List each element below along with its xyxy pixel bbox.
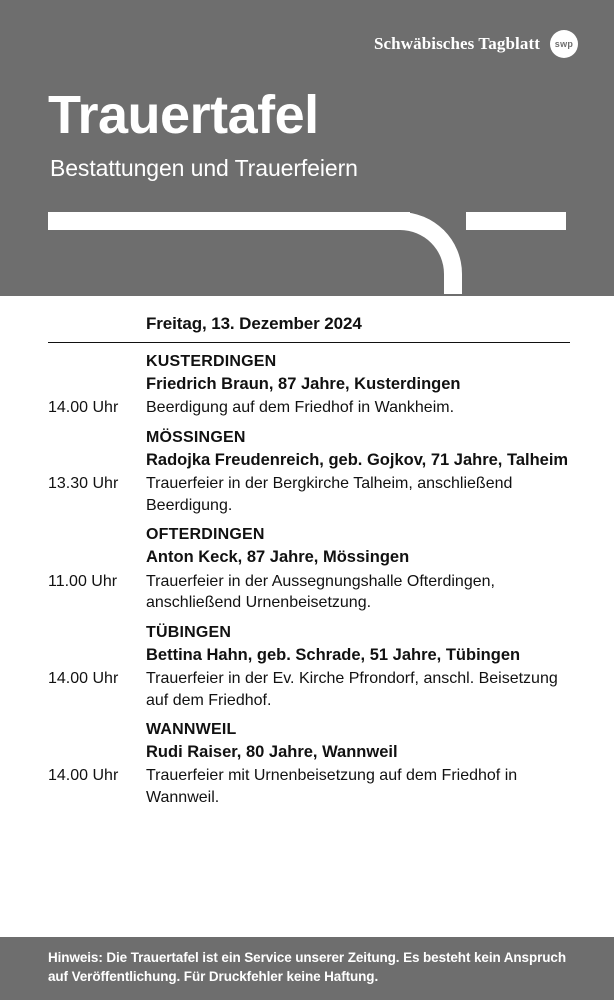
- date-divider: [48, 342, 570, 343]
- brand-name: Schwäbisches Tagblatt: [373, 34, 540, 53]
- entry-place: KUSTERDINGEN: [146, 353, 277, 370]
- entry-place: MÖSSINGEN: [146, 428, 246, 446]
- footer-label: Hinweis:: [48, 949, 103, 965]
- entry-person: Rudi Raiser, 80 Jahre, Wannweil: [146, 743, 398, 762]
- entry-place: TÜBINGEN: [146, 623, 232, 641]
- footer-text: Die Trauertafel ist ein Service unserer Zeitung. Es besteht kein Anspruch auf Veröffentlichung. Für Druckfehler keine Haftung.: [48, 949, 566, 985]
- footer-notice: [0, 937, 614, 1000]
- entry-detail-line: [48, 571, 570, 614]
- decor-bar-left: [48, 212, 410, 230]
- entry-time: 14.00 Uhr: [48, 399, 119, 417]
- page-header: [0, 0, 614, 296]
- notices-content: [0, 314, 614, 809]
- entry-person: Anton Keck, 87 Jahre, Mössingen: [146, 548, 410, 567]
- entry-detail-line: [48, 668, 570, 711]
- entry-time: 14.00 Uhr: [48, 767, 119, 785]
- swp-logo-icon: swp: [550, 30, 578, 58]
- entry-person: Bettina Hahn, geb. Schrade, 51 Jahre, Tübingen: [146, 645, 521, 664]
- entry-time: 13.30 Uhr: [48, 475, 119, 493]
- notice-entry: [0, 721, 614, 808]
- entry-detail-line: [48, 765, 570, 808]
- entry-description: Trauerfeier mit Urnenbeisetzung auf dem Friedhof in Wannweil.: [146, 767, 518, 807]
- entry-person: Radojka Freudenreich, geb. Gojkov, 71 Jahre, Talheim: [146, 450, 569, 469]
- newspaper-brand: [374, 30, 578, 58]
- date-heading: Freitag, 13. Dezember 2024: [146, 314, 362, 333]
- notice-entry: [0, 526, 614, 613]
- entry-place: WANNWEIL: [146, 721, 237, 739]
- page-title: Trauertafel: [48, 85, 319, 145]
- notice-entry: [0, 624, 614, 711]
- entry-description: Trauerfeier in der Bergkirche Talheim, anschließend Beerdigung.: [146, 475, 513, 514]
- entry-description: Trauerfeier in der Ev. Kirche Pfrondorf, anschl. Beisetzung auf dem Friedhof.: [146, 670, 558, 709]
- entry-person: Friedrich Braun, 87 Jahre, Kusterdingen: [146, 375, 461, 393]
- entry-place: OFTERDINGEN: [146, 526, 265, 544]
- notice-entry: [0, 429, 614, 516]
- decor-curve: [392, 212, 462, 294]
- header-decoration: [0, 212, 614, 296]
- notice-entry: [0, 353, 614, 419]
- entry-description: Beerdigung auf dem Friedhof in Wankheim.: [146, 399, 455, 417]
- entry-description: Trauerfeier in der Aussegnungshalle Ofterdingen, anschließend Urnenbeisetzung.: [146, 572, 495, 612]
- entry-time: 14.00 Uhr: [48, 670, 119, 688]
- entry-detail-line: [48, 397, 570, 419]
- decor-bar-right: [466, 212, 566, 230]
- entry-time: 11.00 Uhr: [48, 572, 118, 590]
- page-subtitle: Bestattungen und Trauerfeiern: [50, 155, 358, 181]
- entry-detail-line: [48, 473, 570, 516]
